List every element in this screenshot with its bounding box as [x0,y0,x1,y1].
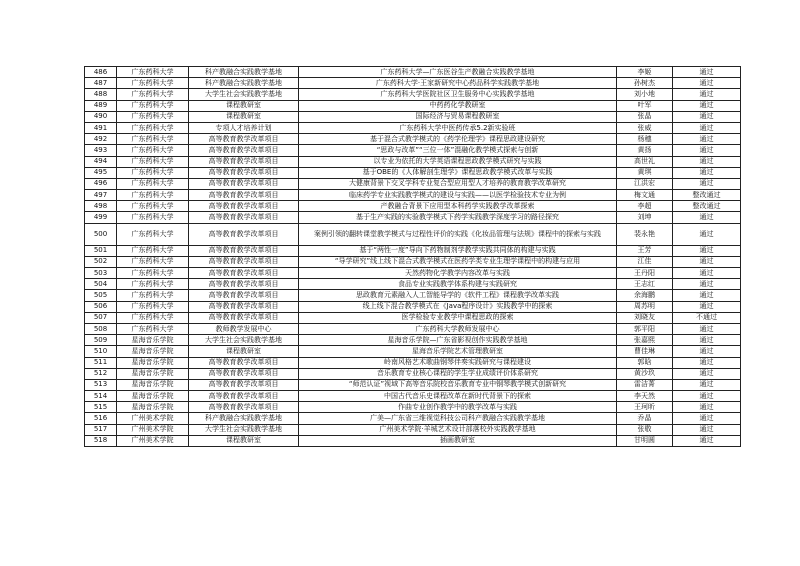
result-cell: 通过 [673,413,741,424]
leader-cell: 张嘉熙 [617,335,673,346]
university-cell: 广东药科大学 [117,167,189,178]
result-cell: 通过 [673,145,741,156]
table-row [85,201,741,212]
leader-cell: 李姬 [617,67,673,78]
row-number-cell: 491 [85,122,117,133]
result-cell: 通过 [673,167,741,178]
leader-cell: 雷洁菁 [617,379,673,390]
result-cell: 通过 [673,256,741,267]
university-cell: 广东药科大学 [117,223,189,245]
university-cell: 广东药科大学 [117,301,189,312]
project-type-cell: 大学生社会实践教学基地 [189,424,299,435]
leader-cell: 刘晓友 [617,312,673,323]
project-title-cell: 广东药科大学教师发展中心 [299,323,617,334]
row-number-cell: 486 [85,67,117,78]
project-type-cell: 课程教研室 [189,435,299,446]
project-type-cell: 高等教育教学改革项目 [189,368,299,379]
row-number-cell: 510 [85,346,117,357]
leader-cell: 刘坤 [617,212,673,223]
table-row [85,89,741,100]
university-cell: 星海音乐学院 [117,335,189,346]
project-title-cell: 线上线下混合教学模式在《Java程序设计》实践教学中的探索 [299,301,617,312]
row-number-cell: 508 [85,323,117,334]
result-cell: 通过 [673,245,741,256]
table-row [85,245,741,256]
table-row [85,100,741,111]
project-type-cell: 课程教研室 [189,111,299,122]
project-type-cell: 教师教学发展中心 [189,323,299,334]
project-title-cell: 插画教研室 [299,435,617,446]
leader-cell: 甘明圆 [617,435,673,446]
university-cell: 广州美术学院 [117,413,189,424]
project-title-cell: “导学研究”线上线下混合式教学模式在医药学类专业生理学课程中的构建与应用 [299,256,617,267]
table-row [85,268,741,279]
table-row [85,223,741,245]
leader-cell: 张威 [617,122,673,133]
leader-cell: 王丹阳 [617,268,673,279]
table-row [85,368,741,379]
project-title-cell: 广州美术学院·羊城艺术设计部落校外实践教学基地 [299,424,617,435]
table-row [85,346,741,357]
project-type-cell: 高等教育教学改革项目 [189,357,299,368]
result-cell: 通过 [673,323,741,334]
project-title-cell: 产教融合背景下应用型本科药学实践教学改革探索 [299,201,617,212]
university-cell: 广东药科大学 [117,190,189,201]
project-title-cell: 国际经济与贸易课程教研室 [299,111,617,122]
result-cell: 通过 [673,122,741,133]
project-title-cell: 广东药科大学中医药传承5.2新实验班 [299,122,617,133]
row-number-cell: 514 [85,391,117,402]
row-number-cell: 506 [85,301,117,312]
project-type-cell: 高等教育教学改革项目 [189,134,299,145]
row-number-cell: 511 [85,357,117,368]
result-cell: 通过 [673,78,741,89]
row-number-cell: 490 [85,111,117,122]
project-title-cell: 大健康背景下交叉学科专业复合型应用型人才培养的教育教学改革研究 [299,178,617,189]
table-row [85,379,741,390]
university-cell: 广东药科大学 [117,312,189,323]
project-type-cell: 高等教育教学改革项目 [189,312,299,323]
university-cell: 广州美术学院 [117,435,189,446]
result-cell: 通过 [673,134,741,145]
project-title-cell: 案例引领的翻转课堂教学模式与过程性评价的实践《化妆品管理与法规》课程中的探索与实践 [299,223,617,245]
project-type-cell: 高等教育教学改革项目 [189,391,299,402]
project-type-cell: 科产教融合实践教学基地 [189,67,299,78]
university-cell: 广东药科大学 [117,178,189,189]
project-title-cell: 基于OBE的《人体解剖生理学》课程思政教学模式改革与实践 [299,167,617,178]
project-type-cell: 课程教研室 [189,100,299,111]
university-cell: 广东药科大学 [117,134,189,145]
university-cell: 星海音乐学院 [117,391,189,402]
project-title-cell: “思政与改革”“三位一体”混融化教学模式探索与创新 [299,145,617,156]
row-number-cell: 500 [85,223,117,245]
university-cell: 星海音乐学院 [117,346,189,357]
project-type-cell: 专项人才培养计划 [189,122,299,133]
university-cell: 广东药科大学 [117,100,189,111]
project-type-cell: 大学生社会实践教学基地 [189,335,299,346]
leader-cell: 高世礼 [617,156,673,167]
row-number-cell: 501 [85,245,117,256]
project-type-cell: 科产教融合实践教学基地 [189,413,299,424]
university-cell: 广东药科大学 [117,268,189,279]
project-results-table [84,66,741,447]
project-type-cell: 高等教育教学改革项目 [189,402,299,413]
table-row [85,301,741,312]
project-type-cell: 高等教育教学改革项目 [189,256,299,267]
project-title-cell: 广东药科大学医院社区卫生服务中心实践教学基地 [299,89,617,100]
result-cell: 不通过 [673,312,741,323]
table-body [85,67,741,447]
university-cell: 广东药科大学 [117,279,189,290]
row-number-cell: 493 [85,145,117,156]
project-title-cell: 基于生产实践的实验教学模式下药学实践教学深度学习的路径探究 [299,212,617,223]
table-row [85,391,741,402]
leader-cell: 王芳 [617,245,673,256]
result-cell: 通过 [673,156,741,167]
table-row [85,111,741,122]
project-title-cell: 星海音乐学院艺术管理教研室 [299,346,617,357]
project-title-cell: 作曲专业创作教学中的教学改革与实践 [299,402,617,413]
leader-cell: 孙树杰 [617,78,673,89]
project-type-cell: 高等教育教学改革项目 [189,301,299,312]
row-number-cell: 515 [85,402,117,413]
table-row [85,290,741,301]
row-number-cell: 509 [85,335,117,346]
project-title-cell: 广美—广东省三维视觉科技公司科产教融合实践教学基地 [299,413,617,424]
university-cell: 广东药科大学 [117,256,189,267]
project-type-cell: 高等教育教学改革项目 [189,223,299,245]
result-cell: 通过 [673,290,741,301]
project-title-cell: “师范认证”视域下高等音乐院校音乐教育专业中钢琴教学模式创新研究 [299,379,617,390]
table-row [85,134,741,145]
leader-cell: 周苏明 [617,301,673,312]
table-row [85,402,741,413]
leader-cell: 李天然 [617,391,673,402]
project-title-cell: 临床药学专业实践教学模式的建设与实践——以医学检验技术专业为例 [299,190,617,201]
leader-cell: 叶军 [617,100,673,111]
table-row [85,279,741,290]
project-title-cell: 以专业为依托的大学英语课程思政教学模式研究与实践 [299,156,617,167]
project-title-cell: 医学检验专业教学中课程思政的探索 [299,312,617,323]
leader-cell: 梅文通 [617,190,673,201]
university-cell: 广东药科大学 [117,245,189,256]
result-cell: 通过 [673,357,741,368]
table-row [85,424,741,435]
leader-cell: 余海鹏 [617,290,673,301]
leader-cell: 郭平阳 [617,323,673,334]
project-title-cell: 星海音乐学院—广东省影视创作实践教学基地 [299,335,617,346]
project-title-cell: 音乐教育专业核心课程的学生学业成绩评价体系研究 [299,368,617,379]
leader-cell: 黄扬 [617,145,673,156]
table-row [85,256,741,267]
leader-cell: 张晶 [617,111,673,122]
university-cell: 广州美术学院 [117,424,189,435]
table-row [85,212,741,223]
result-cell: 通过 [673,100,741,111]
row-number-cell: 513 [85,379,117,390]
university-cell: 广东药科大学 [117,156,189,167]
project-type-cell: 高等教育教学改革项目 [189,156,299,167]
leader-cell: 刘小地 [617,89,673,100]
project-type-cell: 高等教育教学改革项目 [189,379,299,390]
result-cell: 通过 [673,67,741,78]
project-type-cell: 高等教育教学改革项目 [189,145,299,156]
row-number-cell: 516 [85,413,117,424]
university-cell: 星海音乐学院 [117,379,189,390]
row-number-cell: 496 [85,178,117,189]
leader-cell: 江洪宏 [617,178,673,189]
table-row [85,323,741,334]
project-title-cell: 中药药化学教研室 [299,100,617,111]
university-cell: 广东药科大学 [117,145,189,156]
university-cell: 广东药科大学 [117,111,189,122]
row-number-cell: 495 [85,167,117,178]
table-row [85,145,741,156]
row-number-cell: 503 [85,268,117,279]
university-cell: 星海音乐学院 [117,357,189,368]
table-row [85,122,741,133]
leader-cell: 郭晗 [617,357,673,368]
row-number-cell: 499 [85,212,117,223]
row-number-cell: 504 [85,279,117,290]
project-title-cell: 中国古代音乐史课程改革在新时代背景下的探索 [299,391,617,402]
result-cell: 通过 [673,435,741,446]
row-number-cell: 517 [85,424,117,435]
result-cell: 通过 [673,268,741,279]
result-cell: 通过 [673,424,741,435]
row-number-cell: 487 [85,78,117,89]
row-number-cell: 488 [85,89,117,100]
project-title-cell: 基于“两性一度”导向下药物制剂学教学实践共同体的构建与实践 [299,245,617,256]
result-cell: 通过 [673,335,741,346]
project-title-cell: 思政教育元素融入人工智能导学的《软件工程》课程教学改革实践 [299,290,617,301]
row-number-cell: 502 [85,256,117,267]
result-cell: 通过 [673,368,741,379]
leader-cell: 王珂昕 [617,402,673,413]
table-row [85,67,741,78]
project-title-cell: 广东药科大学·王家新研究中心药品科学实践教学基地 [299,78,617,89]
table-row [85,78,741,89]
project-type-cell: 课程教研室 [189,346,299,357]
project-type-cell: 高等教育教学改革项目 [189,279,299,290]
leader-cell: 王志红 [617,279,673,290]
row-number-cell: 512 [85,368,117,379]
project-type-cell: 高等教育教学改革项目 [189,190,299,201]
project-type-cell: 高等教育教学改革项目 [189,268,299,279]
leader-cell: 乔晶 [617,413,673,424]
project-title-cell: 广东药科大学—广东医谷生产教融合实践教学基地 [299,67,617,78]
table-row [85,312,741,323]
leader-cell: 裴永艳 [617,223,673,245]
table-row [85,435,741,446]
leader-cell: 江佳 [617,256,673,267]
university-cell: 星海音乐学院 [117,368,189,379]
result-cell: 通过 [673,279,741,290]
university-cell: 广东药科大学 [117,201,189,212]
row-number-cell: 507 [85,312,117,323]
result-cell: 通过 [673,178,741,189]
project-title-cell: 基于混合式教学模式的《药学伦理学》课程思政建设研究 [299,134,617,145]
table-row [85,335,741,346]
result-cell: 整改通过 [673,190,741,201]
leader-cell: 张敬 [617,424,673,435]
table-row [85,190,741,201]
result-cell: 通过 [673,301,741,312]
result-cell: 通过 [673,212,741,223]
result-cell: 通过 [673,346,741,357]
leader-cell: 杨穗 [617,134,673,145]
row-number-cell: 497 [85,190,117,201]
row-number-cell: 489 [85,100,117,111]
result-cell: 通过 [673,111,741,122]
university-cell: 广东药科大学 [117,212,189,223]
result-cell: 通过 [673,391,741,402]
result-cell: 通过 [673,89,741,100]
university-cell: 广东药科大学 [117,323,189,334]
university-cell: 广东药科大学 [117,67,189,78]
university-cell: 广东药科大学 [117,78,189,89]
table-row [85,156,741,167]
row-number-cell: 498 [85,201,117,212]
project-type-cell: 大学生社会实践教学基地 [189,89,299,100]
leader-cell: 曹佳琳 [617,346,673,357]
result-cell: 通过 [673,223,741,245]
project-type-cell: 高等教育教学改革项目 [189,178,299,189]
row-number-cell: 494 [85,156,117,167]
project-title-cell: 天然药物化学教学内容改革与实践 [299,268,617,279]
leader-cell: 黄沙玖 [617,368,673,379]
result-cell: 通过 [673,402,741,413]
leader-cell: 黄琪 [617,167,673,178]
project-type-cell: 高等教育教学改革项目 [189,290,299,301]
table-row [85,357,741,368]
project-type-cell: 高等教育教学改革项目 [189,201,299,212]
leader-cell: 李超 [617,201,673,212]
university-cell: 广东药科大学 [117,290,189,301]
project-type-cell: 科产教融合实践教学基地 [189,78,299,89]
row-number-cell: 518 [85,435,117,446]
project-title-cell: 食品专业实践教学体系构建与实践研究 [299,279,617,290]
table-row [85,178,741,189]
result-cell: 整改通过 [673,201,741,212]
university-cell: 广东药科大学 [117,122,189,133]
project-type-cell: 高等教育教学改革项目 [189,167,299,178]
table-row [85,167,741,178]
project-title-cell: 岭南风格艺术歌曲钢琴伴奏实践研究与课程建设 [299,357,617,368]
project-type-cell: 高等教育教学改革项目 [189,245,299,256]
project-type-cell: 高等教育教学改革项目 [189,212,299,223]
row-number-cell: 505 [85,290,117,301]
university-cell: 星海音乐学院 [117,402,189,413]
university-cell: 广东药科大学 [117,89,189,100]
table-row [85,413,741,424]
row-number-cell: 492 [85,134,117,145]
result-cell: 通过 [673,379,741,390]
